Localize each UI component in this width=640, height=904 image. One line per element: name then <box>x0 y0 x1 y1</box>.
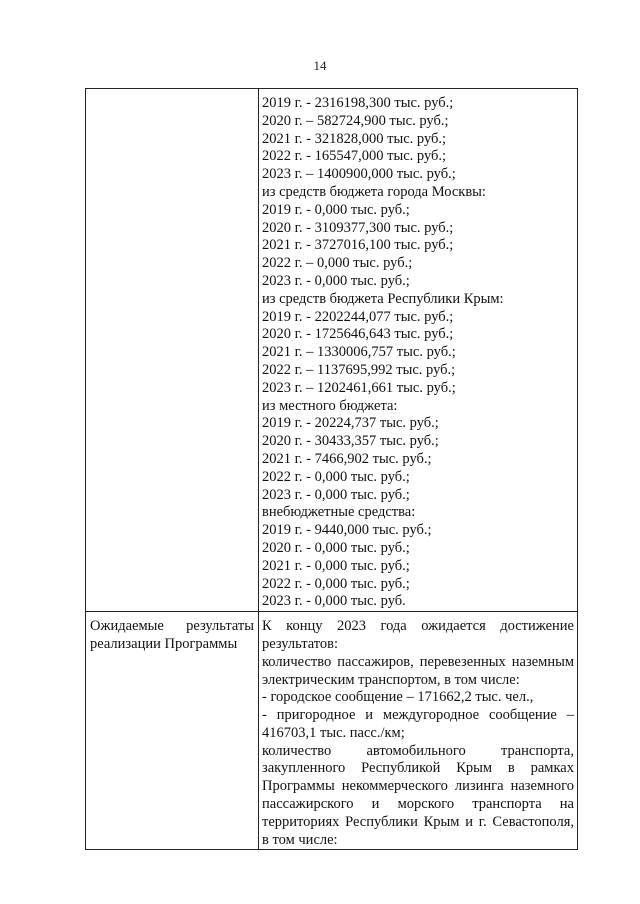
results-line: результатов: <box>262 635 339 652</box>
financing-line: 2019 г. - 0,000 тыс. руб.; <box>262 201 410 218</box>
financing-heading-extrabudgetary: внебюджетные средства: <box>262 504 416 521</box>
results-line: электрическим транспортом, в том числе: <box>262 671 520 688</box>
financing-line: 2019 г. - 9440,000 тыс. руб.; <box>262 522 432 539</box>
financing-line: 2021 г. - 7466,902 тыс. руб.; <box>262 450 432 467</box>
financing-line: 2022 г. - 0,000 тыс. руб.; <box>262 575 410 592</box>
financing-line: 2019 г. - 20224,737 тыс. руб.; <box>262 415 439 432</box>
financing-line: 2023 г. - 0,000 тыс. руб. <box>262 593 406 610</box>
results-line: - пригородное и междугородное сообщение – <box>262 707 574 724</box>
financing-heading-moscow: из средств бюджета города Москвы: <box>262 183 486 200</box>
results-line: - городское сообщение – 171662,2 тыс. чел., <box>262 689 534 706</box>
page-number: 14 <box>313 58 327 73</box>
financing-heading-crimea: из средств бюджета Республики Крым: <box>262 290 504 307</box>
results-line: количество автомобильного транспорта, <box>262 742 574 759</box>
financing-line: 2023 г. - 0,000 тыс. руб.; <box>262 272 410 289</box>
financing-line: 2022 г. – 0,000 тыс. руб.; <box>262 255 413 272</box>
financing-line: 2023 г. - 0,000 тыс. руб.; <box>262 486 410 503</box>
financing-line: 2021 г. - 3727016,100 тыс. руб.; <box>262 237 454 254</box>
financing-line: 2020 г. - 3109377,300 тыс. руб.; <box>262 219 454 236</box>
results-line: количество пассажиров, перевезенных наземным <box>262 653 574 670</box>
financing-line: 2020 г. – 582724,900 тыс. руб.; <box>262 112 449 129</box>
financing-cell <box>259 89 578 612</box>
results-line: Программы некоммерческого лизинга наземного <box>262 778 574 795</box>
financing-line: 2022 г. – 1137695,992 тыс. руб.; <box>262 361 456 378</box>
results-line: К концу 2023 года ожидается достижение <box>262 618 574 635</box>
results-cell <box>259 612 578 850</box>
table-row-financing <box>86 89 578 612</box>
financing-line: 2023 г. – 1400900,000 тыс. руб.; <box>262 166 456 183</box>
financing-line: 2021 г. - 321828,000 тыс. руб.; <box>262 130 447 147</box>
program-passport-table <box>85 88 578 850</box>
empty-label-cell <box>86 89 259 612</box>
financing-line: 2023 г. – 1202461,661 тыс. руб.; <box>262 379 456 396</box>
financing-line: 2022 г. - 0,000 тыс. руб.; <box>262 468 410 485</box>
table-row-results <box>86 612 578 850</box>
financing-line: 2020 г. - 0,000 тыс. руб.; <box>262 539 410 556</box>
financing-line: 2020 г. - 1725646,643 тыс. руб.; <box>262 326 454 343</box>
results-line: закупленного Республикой Крым в рамках <box>262 760 574 777</box>
financing-line: 2020 г. - 30433,357 тыс. руб.; <box>262 433 439 450</box>
results-line: территориях Республики Крым и г. Севастополя, <box>262 813 574 830</box>
results-label: Ожидаемые результаты реализации Программы <box>90 618 254 652</box>
financing-line: 2022 г. - 165547,000 тыс. руб.; <box>262 148 447 165</box>
results-line: 416703,1 тыс. пасс./км; <box>262 724 405 741</box>
financing-line: 2021 г. - 0,000 тыс. руб.; <box>262 557 410 574</box>
results-line: пассажирского и морского транспорта на <box>262 796 574 813</box>
financing-line: 2019 г. - 2202244,077 тыс. руб.; <box>262 308 454 325</box>
financing-line: 2021 г. – 1330006,757 тыс. руб.; <box>262 344 456 361</box>
results-label-cell <box>86 612 259 850</box>
results-line: в том числе: <box>262 831 338 848</box>
financing-heading-local: из местного бюджета: <box>262 397 398 414</box>
financing-line: 2019 г. - 2316198,300 тыс. руб.; <box>262 95 454 111</box>
